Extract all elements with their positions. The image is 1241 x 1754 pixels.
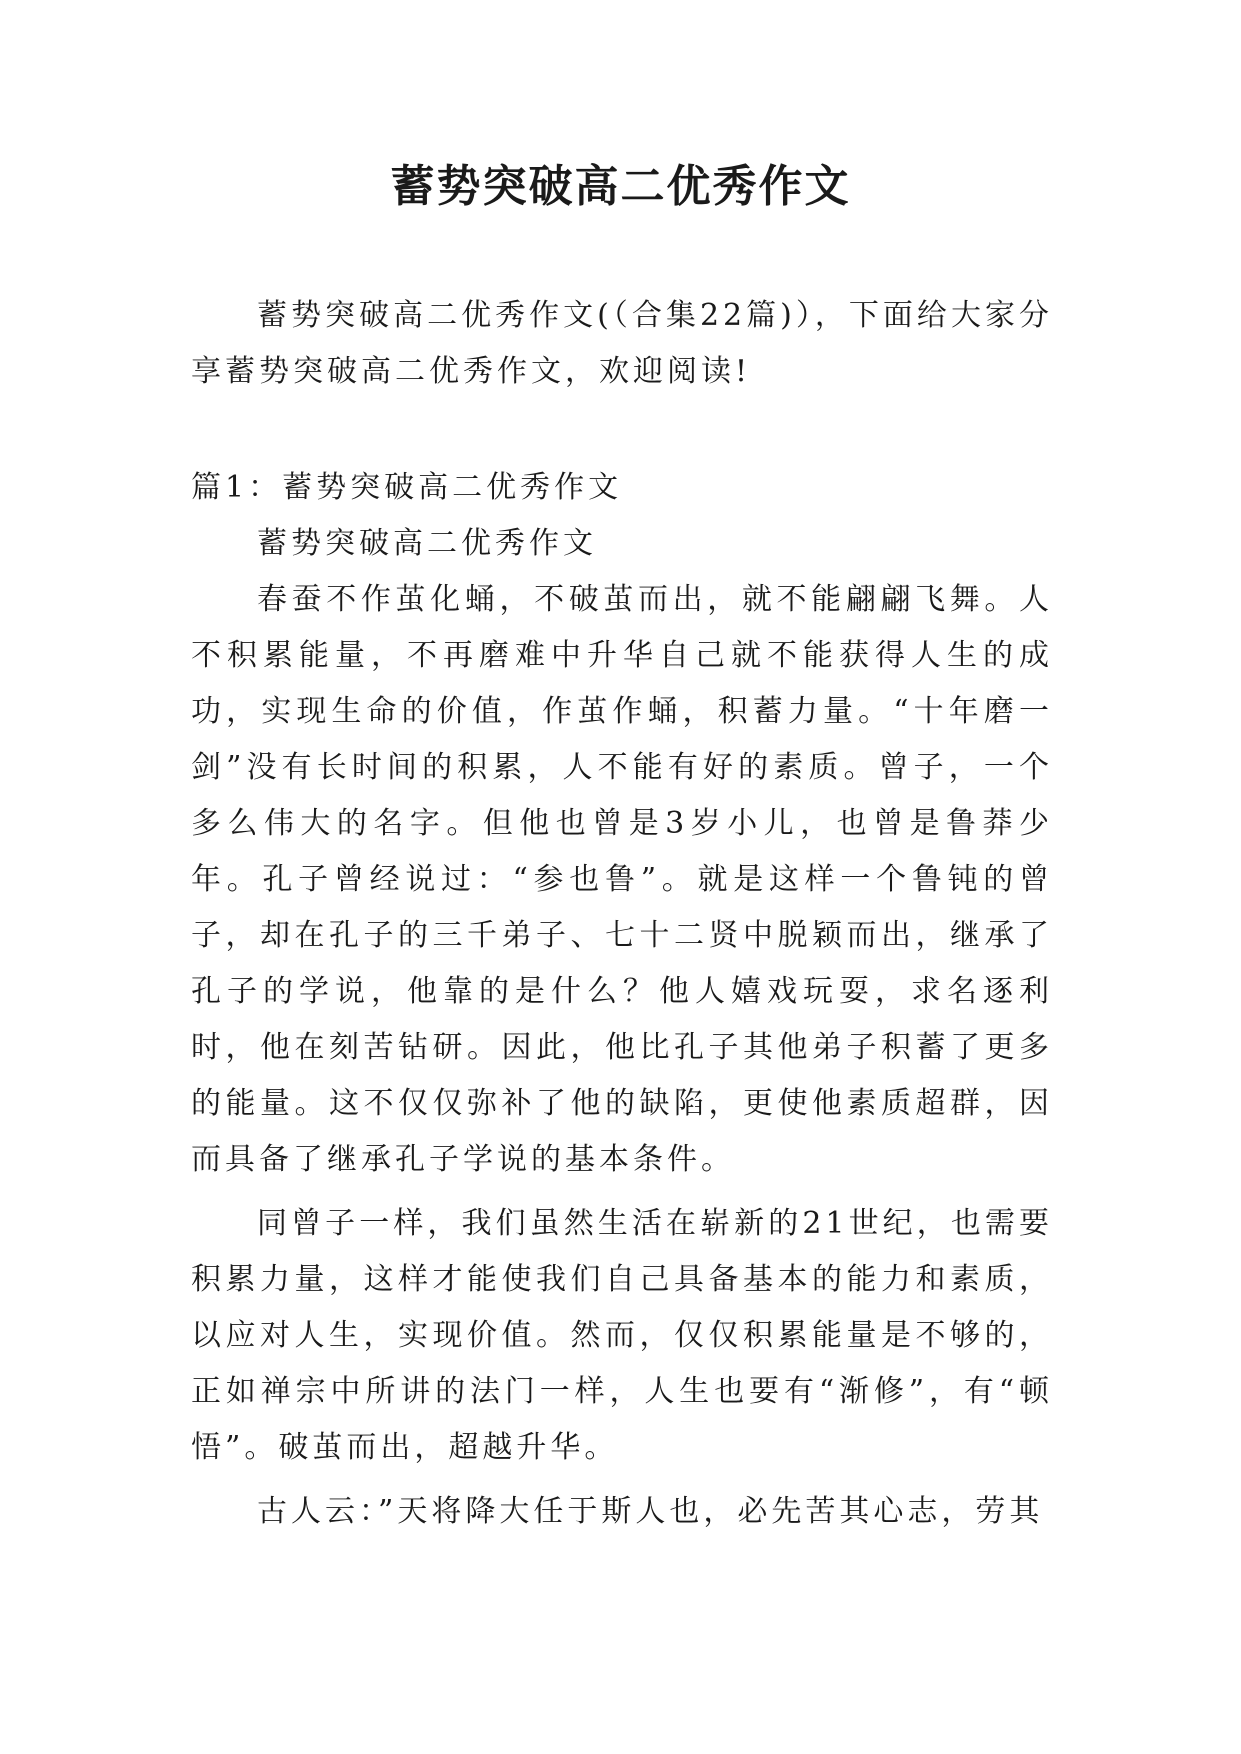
intro-paragraph: 蓄势突破高二优秀作文(（合集22篇)），下面给大家分享蓄势突破高二优秀作文，欢迎阅读! xyxy=(191,298,1053,389)
intro-block xyxy=(191,288,1053,400)
paragraph-1: 春蚕不作茧化蛹，不破茧而出，就不能翩翩飞舞。人不积累能量，不再磨难中升华自己就不能获得人生的成功，实现生命的价值，作茧作蛹，积蓄力量。“十年磨一剑”没有长时间的积累，人不能有好的素质。曾子，一个多么伟大的名字。但他也曾是3岁小儿，也曾是鲁莽少年。孔子曾经说过：“参也鲁”。就是这样一个鲁钝的曾子，却在孔子的三千弟子、七十二贤中脱颖而出，继承了孔子的学说，他靠的是什么？他人嬉戏玩耍，求名逐利时，他在刻苦钻研。因此，他比孔子其他弟子积蓄了更多的能量。这不仅仅弥补了他的缺陷，更使他素质超群，因而具备了继承孔子学说的基本条件。 xyxy=(191,582,1053,1177)
page-title: 蓄势突破高二优秀作文 xyxy=(390,161,851,212)
paragraph-2: 同曾子一样，我们虽然生活在崭新的21世纪，也需要积累力量，这样才能使我们自己具备基本的能力和素质，以应对人生，实现价值。然而，仅仅积累能量是不够的，正如禅宗中所讲的法门一样，人生也要有“渐修”，有“顿悟”。破茧而出，超越升华。 xyxy=(191,1206,1053,1465)
section-heading: 篇1：蓄势突破高二优秀作文 xyxy=(191,470,623,505)
article-body xyxy=(191,460,1053,1540)
paragraph-3: 古人云：”天将降大任于斯人也，必先苦其心志，劳其 xyxy=(257,1494,1044,1529)
article-subtitle: 蓄势突破高二优秀作文 xyxy=(257,526,597,561)
